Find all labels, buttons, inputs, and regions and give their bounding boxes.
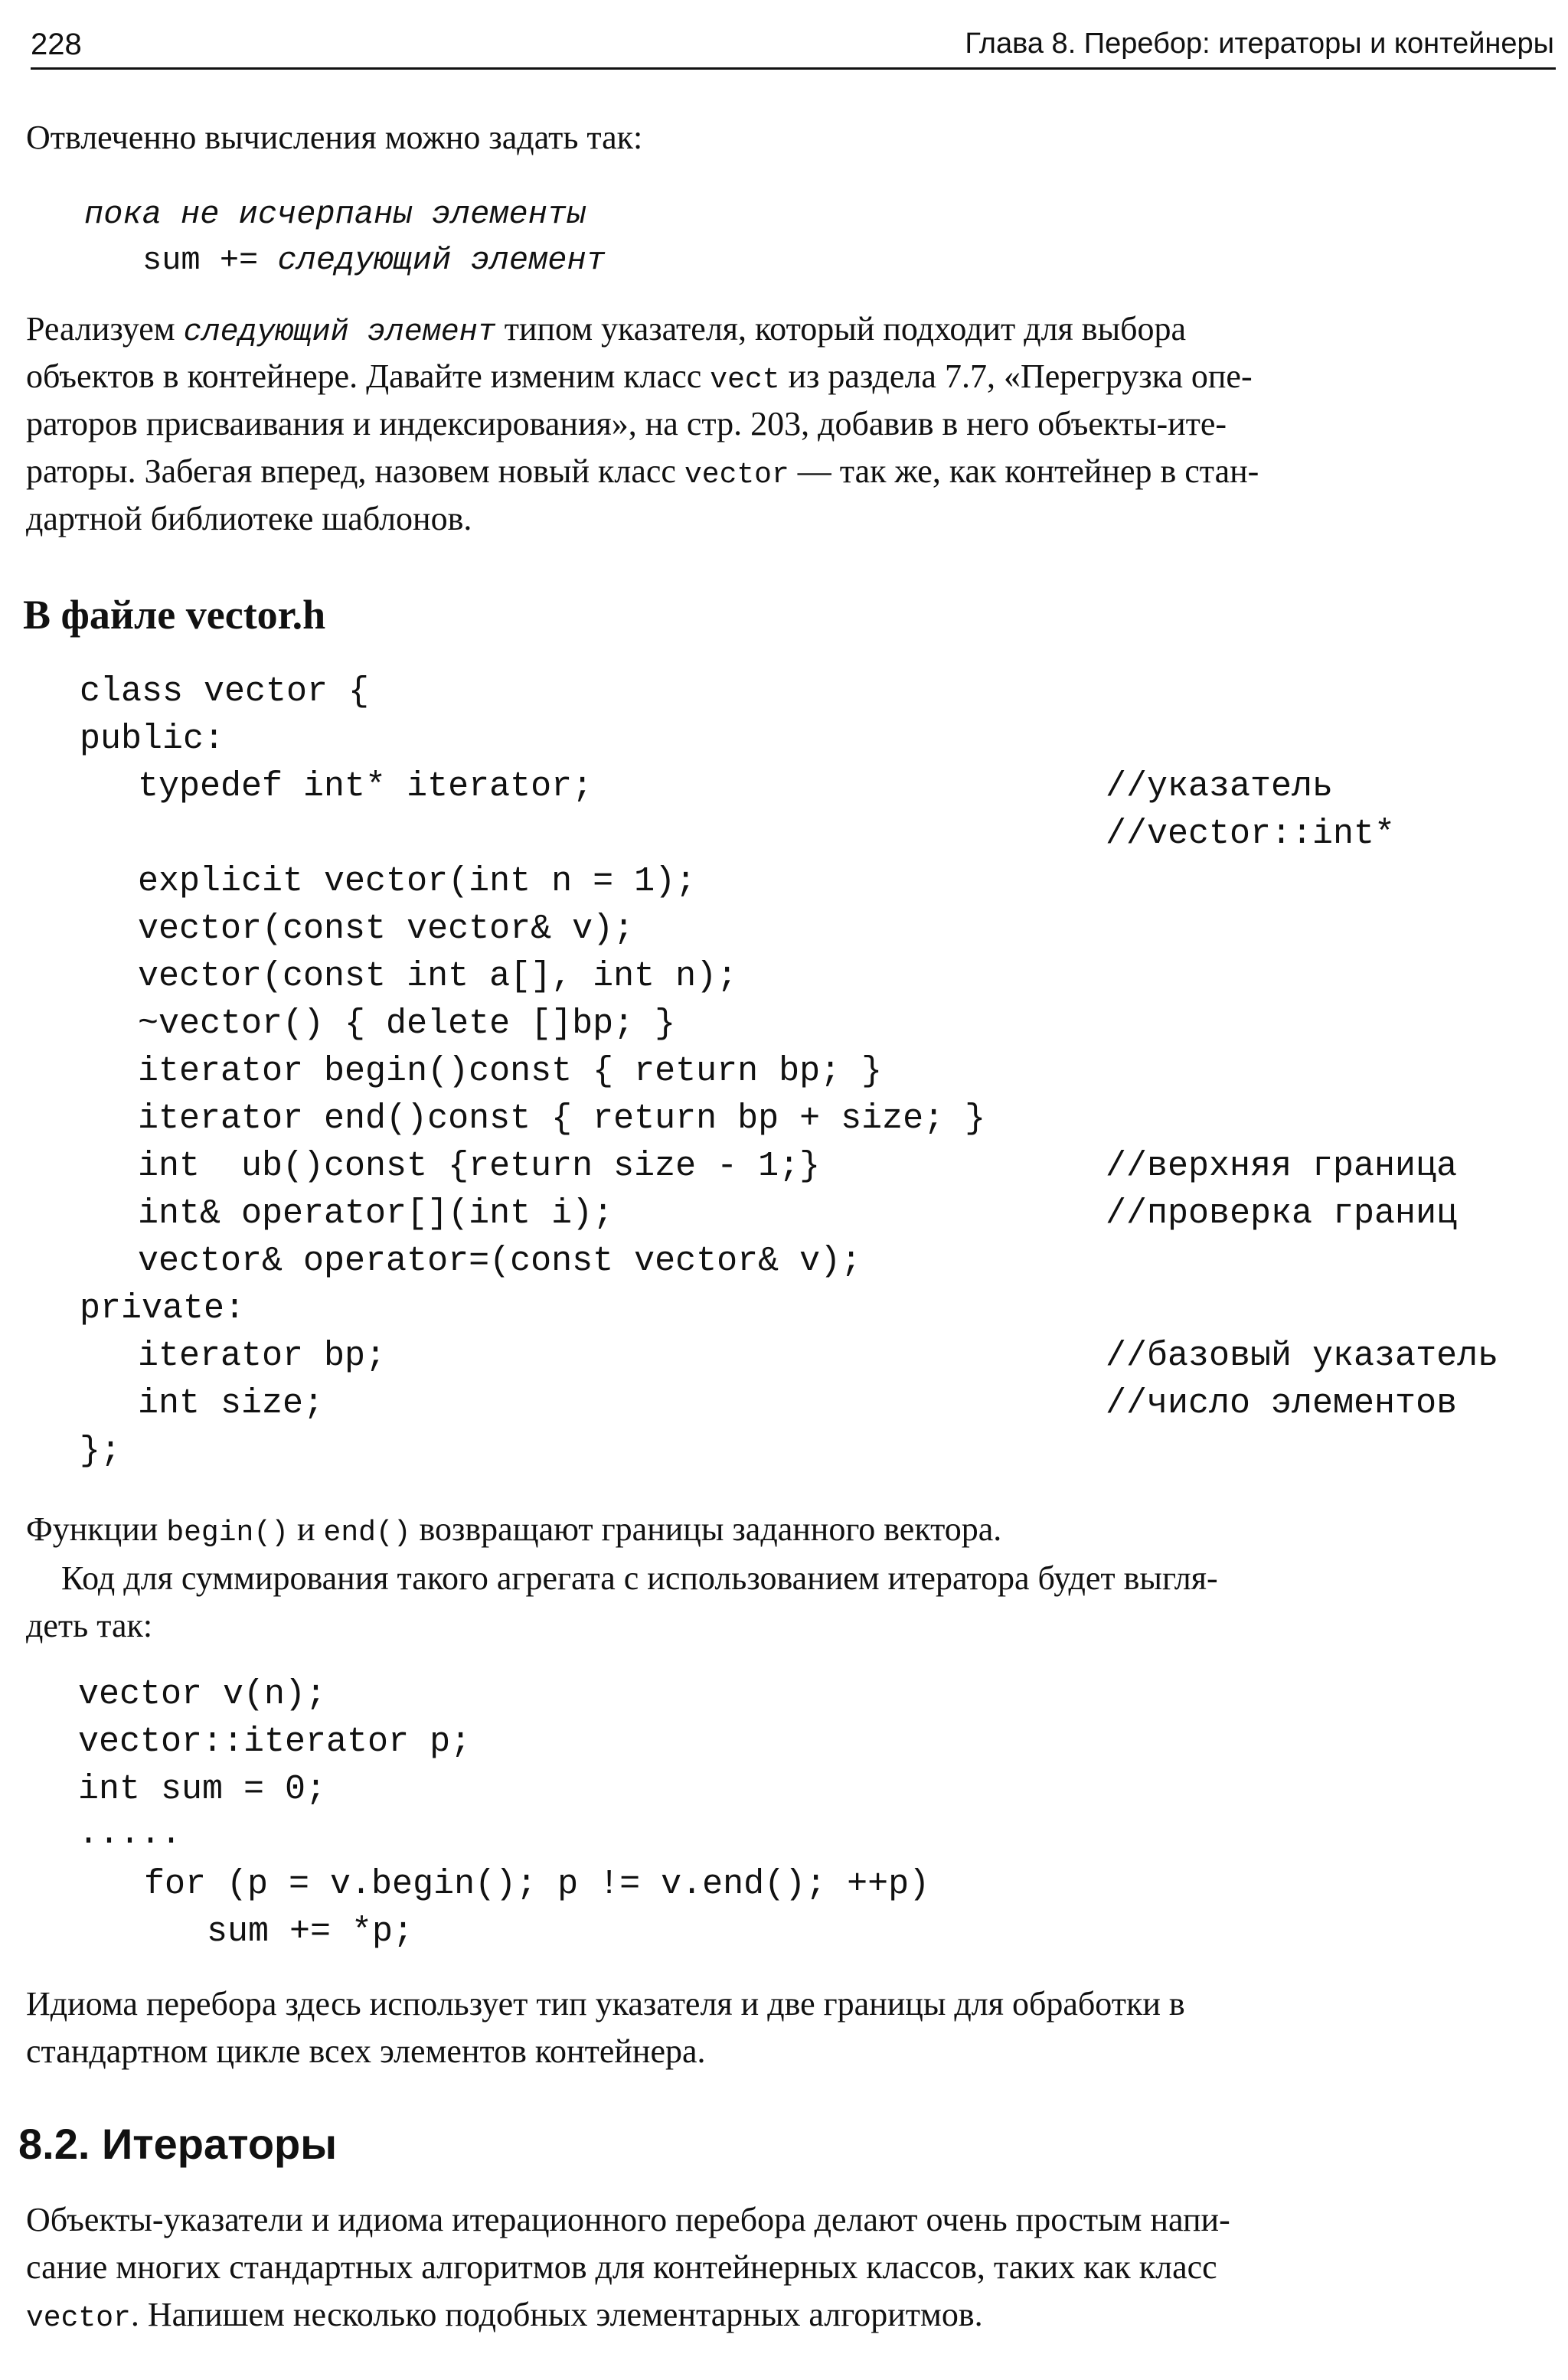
para4-line-1: Идиома перебора здесь использует тип указателя и две границы для обработки в: [26, 1985, 1185, 2023]
pseudo-line-1: пока не исчерпаны элементы: [84, 196, 586, 233]
header-rule: [31, 67, 1556, 70]
para1-line-4: [26, 450, 1259, 497]
code-line: int ub()const {return size - 1;}: [96, 1147, 821, 1186]
file-subheading: В файле vector.h: [23, 592, 326, 638]
section-heading: 8.2. Итераторы: [18, 2120, 338, 2168]
code-line: vector& operator=(const vector& v);: [96, 1242, 862, 1281]
code-line: sum += *p;: [124, 1912, 414, 1951]
code-line: private:: [80, 1289, 246, 1328]
code-comment: //число элементов: [1106, 1384, 1458, 1423]
code-comment: //верхняя граница: [1106, 1147, 1458, 1186]
code-line: for (p = v.begin(); p != v.end(); ++p): [103, 1865, 930, 1904]
para1-code: vector: [684, 459, 789, 491]
code-line: vector(const int a[], int n);: [96, 957, 738, 996]
code-comment: //указатель: [1106, 767, 1334, 806]
code-line: class vector {: [80, 672, 370, 711]
para4-line-2: стандартном цикле всех элементов контейнера.: [26, 2032, 706, 2070]
para5-line-1: Объекты-указатели и идиома итерационного перебора делают очень простым напи-: [26, 2201, 1230, 2238]
code-line: vector v(n);: [78, 1675, 327, 1714]
code-line: ~vector() { delete []bp; }: [96, 1004, 676, 1043]
para3-line-2: деть так:: [26, 1607, 153, 1644]
pseudo-italic: следующий элемент: [277, 242, 606, 279]
code-line: vector(const vector& v);: [96, 909, 635, 948]
code-line: iterator bp;: [96, 1337, 387, 1376]
para2-code: begin(): [166, 1516, 289, 1549]
para5-line-3: [26, 2293, 983, 2340]
para2-code: end(): [323, 1516, 411, 1549]
para1-text: — так же, как контейнер в стан-: [789, 452, 1259, 490]
code-line: int sum = 0;: [78, 1770, 327, 1809]
para2-text: возвращают границы заданного вектора.: [410, 1510, 1002, 1548]
para1-text: из раздела 7.7, «Перегрузка опе-: [779, 357, 1253, 395]
para1-text: типом указателя, который подходит для выбора: [495, 310, 1187, 348]
code-line: typedef int* iterator;: [96, 767, 593, 806]
chapter-title: Глава 8. Перебор: итераторы и контейнеры: [965, 28, 1554, 60]
code-line: iterator end()const { return bp + size; }: [96, 1099, 986, 1138]
pseudo-line-2: [142, 239, 606, 282]
para5-line-2: сание многих стандартных алгоритмов для контейнерных классов, таких как класс: [26, 2248, 1217, 2286]
code-line: int& operator[](int i);: [96, 1194, 614, 1233]
page-number: 228: [31, 28, 82, 61]
para5-text: . Напишем несколько подобных элементарных алгоритмов.: [130, 2296, 983, 2333]
pseudo-code: sum +=: [142, 242, 278, 279]
para1-code: vect: [710, 364, 780, 397]
para1-line-2: [26, 355, 1253, 402]
intro-line: Отвлеченно вычисления можно задать так:: [26, 119, 643, 156]
para3-line-1: Код для суммирования такого агрегата с использованием итератора будет выгля-: [61, 1559, 1218, 1597]
para1-text: раторы. Забегая вперед, назовем новый класс: [26, 452, 684, 490]
para2-text: и: [288, 1510, 324, 1548]
para1-line-5: дартной библиотеке шаблонов.: [26, 500, 472, 537]
code-comment: //vector::int*: [1106, 815, 1396, 854]
running-header: [31, 23, 1554, 70]
code-line: .....: [78, 1814, 182, 1853]
para1-line-3: раторов присваивания и индексирования», на стр. 203, добавив в него объекты-ите-: [26, 405, 1227, 442]
code-line: vector::iterator p;: [78, 1722, 472, 1761]
para1-text: Реализуем: [26, 310, 184, 348]
code-line: iterator begin()const { return bp; }: [96, 1052, 883, 1091]
code-comment: //проверка границ: [1106, 1194, 1458, 1233]
para1-code: следующий элемент: [183, 315, 496, 350]
code-line: int size;: [96, 1384, 325, 1423]
code-line: explicit vector(int n = 1);: [96, 862, 697, 901]
para1-text: объектов в контейнере. Давайте изменим класс: [26, 357, 710, 395]
para2-text: Функции: [26, 1510, 167, 1548]
code-comment: //базовый указатель: [1106, 1337, 1499, 1376]
para2-line: [26, 1508, 1001, 1555]
para1-line-1: [26, 308, 1186, 354]
code-line: };: [80, 1432, 122, 1471]
code-line: public:: [80, 720, 225, 759]
para5-code: vector: [26, 2302, 131, 2335]
